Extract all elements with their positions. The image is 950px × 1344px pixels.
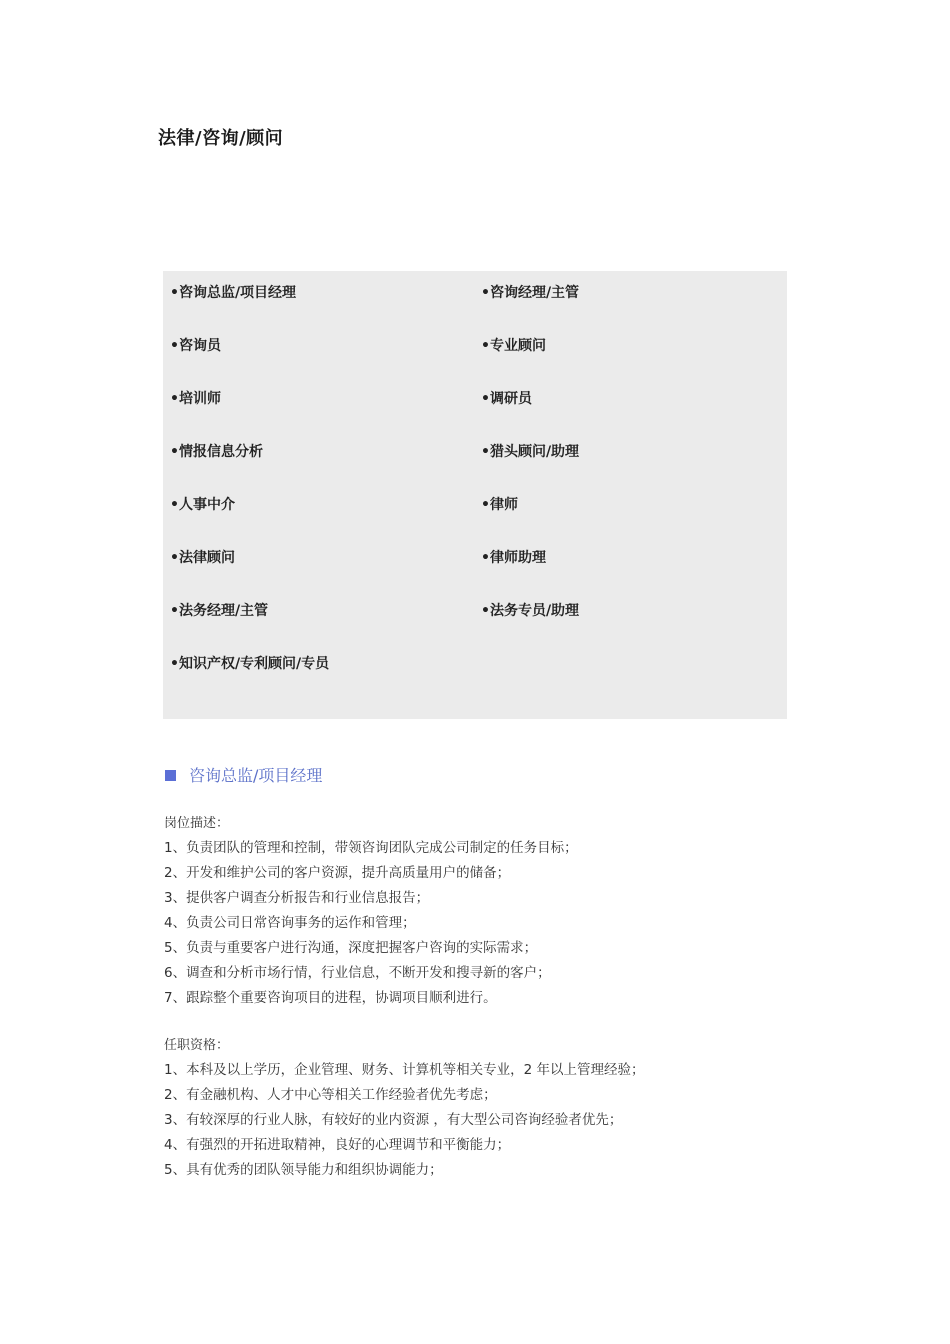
square-bullet-icon [165, 770, 176, 781]
description-item: 3、提供客户调查分析报告和行业信息报告； [164, 890, 430, 906]
job-link-researcher[interactable]: •调研员 [481, 391, 532, 407]
job-link-professional-advisor[interactable]: •专业顾问 [481, 338, 546, 354]
job-link-ip-patent-advisor[interactable]: •知识产权/专利顾问/专员 [170, 656, 330, 672]
description-item: 4、负责公司日常咨询事务的运作和管理； [164, 915, 416, 931]
requirement-item: 1、本科及以上学历，企业管理、财务、计算机等相关专业，2 年以上管理经验； [164, 1062, 645, 1078]
job-link-headhunter[interactable]: •猎头顾问/助理 [481, 444, 580, 460]
description-item: 5、负责与重要客户进行沟通，深度把握客户咨询的实际需求； [164, 940, 538, 956]
job-link-legal-advisor[interactable]: •法律顾问 [170, 550, 235, 566]
job-link-consultant[interactable]: •咨询员 [170, 338, 221, 354]
description-item: 2、开发和维护公司的客户资源，提升高质量用户的储备； [164, 865, 511, 881]
job-link-hr-agency[interactable]: •人事中介 [170, 497, 235, 513]
requirements-label: 任职资格： [164, 1038, 230, 1053]
page-title: 法律/咨询/顾问 [158, 128, 284, 149]
job-link-paralegal[interactable]: •律师助理 [481, 550, 546, 566]
description-item: 6、调查和分析市场行情，行业信息，不断开发和搜寻新的客户； [164, 965, 551, 981]
description-item: 7、跟踪整个重要咨询项目的进程，协调项目顺利进行。 [164, 990, 497, 1006]
job-link-trainer[interactable]: •培训师 [170, 391, 221, 407]
job-link-legal-specialist[interactable]: •法务专员/助理 [481, 603, 580, 619]
job-link-consulting-manager[interactable]: •咨询经理/主管 [481, 285, 580, 301]
job-title-grid [163, 271, 787, 719]
job-link-legal-manager[interactable]: •法务经理/主管 [170, 603, 269, 619]
job-link-lawyer[interactable]: •律师 [481, 497, 518, 513]
section-title: 咨询总监/项目经理 [189, 766, 323, 785]
job-link-intelligence-analysis[interactable]: •情报信息分析 [170, 444, 263, 460]
section-heading [165, 763, 322, 786]
job-link-consulting-director[interactable]: •咨询总监/项目经理 [170, 285, 297, 301]
requirement-item: 3、有较深厚的行业人脉，有较好的业内资源 ，有大型公司咨询经验者优先； [164, 1112, 623, 1128]
requirement-item: 2、有金融机构、人才中心等相关工作经验者优先考虑； [164, 1087, 497, 1103]
requirement-item: 5、具有优秀的团队领导能力和组织协调能力； [164, 1162, 443, 1178]
requirement-item: 4、有强烈的开拓进取精神，良好的心理调节和平衡能力； [164, 1137, 511, 1153]
job-description-label: 岗位描述： [164, 816, 230, 831]
description-item: 1、负责团队的管理和控制，带领咨询团队完成公司制定的任务目标； [164, 840, 578, 856]
